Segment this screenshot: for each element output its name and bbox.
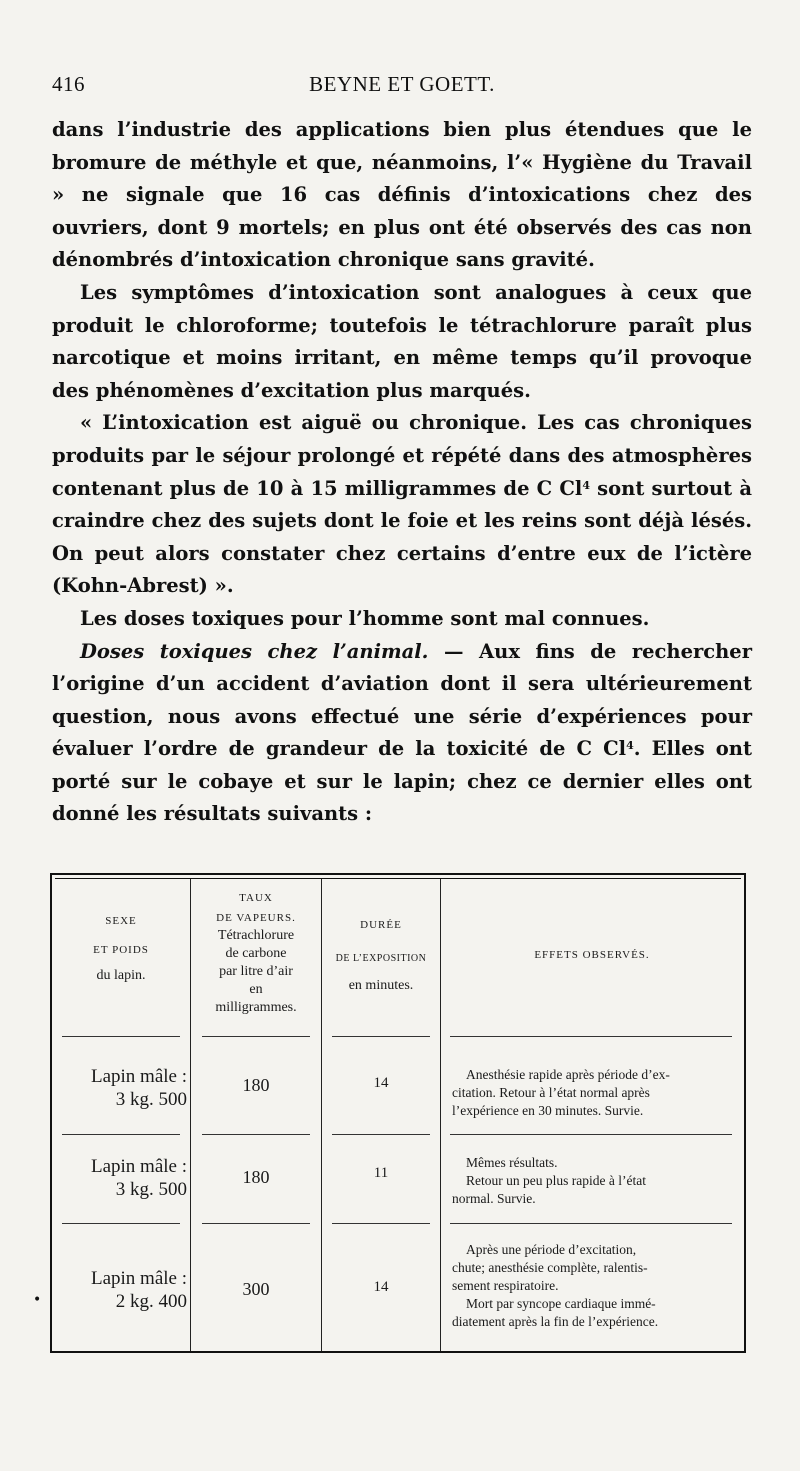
header-duree-line3: en minutes. xyxy=(348,978,414,993)
table-row-2-duree: 11 xyxy=(373,1165,389,1181)
paragraph-5-text-a: — Aux fins de rechercher l’origine d’un accident d’aviation dont il sera ultérieurement question, nous avons effectué une série d’expériences pour évaluer l’ordre de grandeur de la toxicité de C Cl xyxy=(52,639,752,761)
header-taux-line1: TAUX xyxy=(239,892,273,904)
row-3-effets-line2: chute; anesthésie complète, ralentis- xyxy=(452,1260,648,1275)
row-1-effets-line1: Anesthésie rapide après période d’ex- xyxy=(466,1067,670,1082)
header-taux-line5: par litre d’air xyxy=(219,964,293,979)
row-2-effets-line3: normal. Survie. xyxy=(452,1191,536,1206)
row-3-sexe-line2: 2 kg. 400 xyxy=(115,1291,187,1312)
paragraph-1: dans l’industrie des applications bien plus étendues que le bromure de méthyle et que, néanmoins, l’« Hygiène du Travail » ne signale que 16 cas définis d’intoxications chez des ouvriers, dont 9 mortels; en plus ont été observés des cas non dénombrés d’intoxication chronique sans gravité. xyxy=(52,118,752,272)
row-separator xyxy=(450,1036,732,1037)
row-3-effets-line4: Mort par syncope cardiaque immé- xyxy=(466,1296,656,1311)
paragraph-5-text-b: . Elles ont porté sur le cobaye et sur le lapin; chez ce dernier elles ont donné les résultats suivants : xyxy=(52,737,752,826)
running-title: BEYNE ET GOETT. xyxy=(309,72,495,96)
row-separator xyxy=(332,1134,430,1135)
row-separator xyxy=(450,1134,732,1135)
running-head xyxy=(52,72,752,102)
header-duree-line1: DURÉE xyxy=(360,919,402,931)
header-taux-line6: en xyxy=(249,982,263,997)
row-3-effets-line1: Après une période d’excitation, xyxy=(466,1242,637,1257)
row-2-effets-line1: Mêmes résultats. xyxy=(466,1155,558,1170)
row-separator xyxy=(62,1223,180,1224)
row-1-effets-line3: l’expérience en 30 minutes. Survie. xyxy=(452,1103,644,1118)
paragraph-3 xyxy=(52,407,752,603)
row-separator xyxy=(202,1223,310,1224)
row-3-effets-line5: diatement après la fin de l’expérience. xyxy=(452,1314,659,1329)
row-separator xyxy=(332,1223,430,1224)
table-row-2-effets xyxy=(452,1154,732,1208)
superscript-4: 4 xyxy=(582,478,590,492)
paragraph-3-text-a: « L’intoxication est aiguë ou chronique. Les cas chroniques produits par le séjour prolongé et répété dans des atmosphères contenant plus de 10 à 15 milligrammes de C Cl xyxy=(52,411,752,500)
row-3-sexe-line1: Lapin mâle : xyxy=(90,1268,187,1289)
table-row-2-sexe xyxy=(62,1155,187,1201)
header-duree-line2: DE L’EXPOSITION xyxy=(335,953,427,964)
page-number: 416 xyxy=(52,72,85,96)
row-2-sexe-line2: 3 kg. 500 xyxy=(115,1179,187,1200)
header-taux-line3: Tétrachlorure xyxy=(217,928,295,943)
row-3-effets-line3: sement respiratoire. xyxy=(452,1278,559,1293)
header-effets: EFFETS OBSERVÉS. xyxy=(534,949,650,961)
header-sexe xyxy=(54,913,188,984)
table-row-1-sexe xyxy=(62,1065,187,1111)
row-separator xyxy=(450,1223,732,1224)
table-top-rule xyxy=(55,878,741,879)
row-2-effets-line2: Retour un peu plus rapide à l’état xyxy=(466,1173,646,1188)
table-row-2-taux: 180 xyxy=(242,1167,270,1187)
margin-mark: • xyxy=(33,1292,42,1308)
header-taux-line7: milligrammes. xyxy=(215,1000,297,1015)
row-separator xyxy=(202,1036,310,1037)
header-taux-line2: DE VAPEURS. xyxy=(216,912,296,924)
table-row-3-sexe xyxy=(62,1267,187,1313)
header-taux-line4: de carbone xyxy=(225,946,287,961)
row-separator xyxy=(62,1036,180,1037)
paragraph-4: Les doses toxiques pour l’homme sont mal connues. xyxy=(80,606,650,630)
paragraph-3-text-b: sont surtout à craindre chez des sujets dont le foie et les reins sont déjà lésés. On peut alors constater chez certains d’entre eux de l’ictère (Kohn-Abrest) ». xyxy=(52,476,752,598)
header-taux xyxy=(192,889,320,1017)
superscript-4-b: 4 xyxy=(626,739,634,753)
results-table xyxy=(50,873,746,1353)
table-row-3-duree: 14 xyxy=(373,1279,389,1295)
paragraph-5 xyxy=(52,636,752,832)
row-separator xyxy=(332,1036,430,1037)
paragraph-2: Les symptômes d’intoxication sont analogues à ceux que produit le chloroforme; toutefois le tétrachlorure paraît plus narcotique et moins irritant, en même temps qu’il provoque des phénomènes d’excitation plus marqués. xyxy=(52,280,752,402)
column-divider xyxy=(440,879,441,1351)
table-row-3-taux: 300 xyxy=(242,1279,270,1299)
row-1-sexe-line2: 3 kg. 500 xyxy=(115,1089,187,1110)
table-row-1-taux: 180 xyxy=(242,1075,270,1095)
table-row-1-duree: 14 xyxy=(373,1075,389,1091)
section-heading-italic: Doses toxiques chez l’animal. xyxy=(80,639,429,663)
header-sexe-line3: du lapin. xyxy=(96,968,146,983)
row-separator xyxy=(62,1134,180,1135)
row-2-sexe-line1: Lapin mâle : xyxy=(90,1156,187,1177)
row-separator xyxy=(202,1134,310,1135)
row-1-effets-line2: citation. Retour à l’état normal après xyxy=(452,1085,650,1100)
column-divider xyxy=(190,879,191,1351)
body-text xyxy=(52,114,752,831)
row-1-sexe-line1: Lapin mâle : xyxy=(90,1066,187,1087)
header-sexe-line1: SEXE xyxy=(105,915,137,927)
header-duree xyxy=(322,917,440,994)
table-row-1-effets xyxy=(452,1066,732,1120)
header-sexe-line2: ET POIDS xyxy=(93,944,149,956)
table-row-3-effets xyxy=(452,1241,732,1331)
